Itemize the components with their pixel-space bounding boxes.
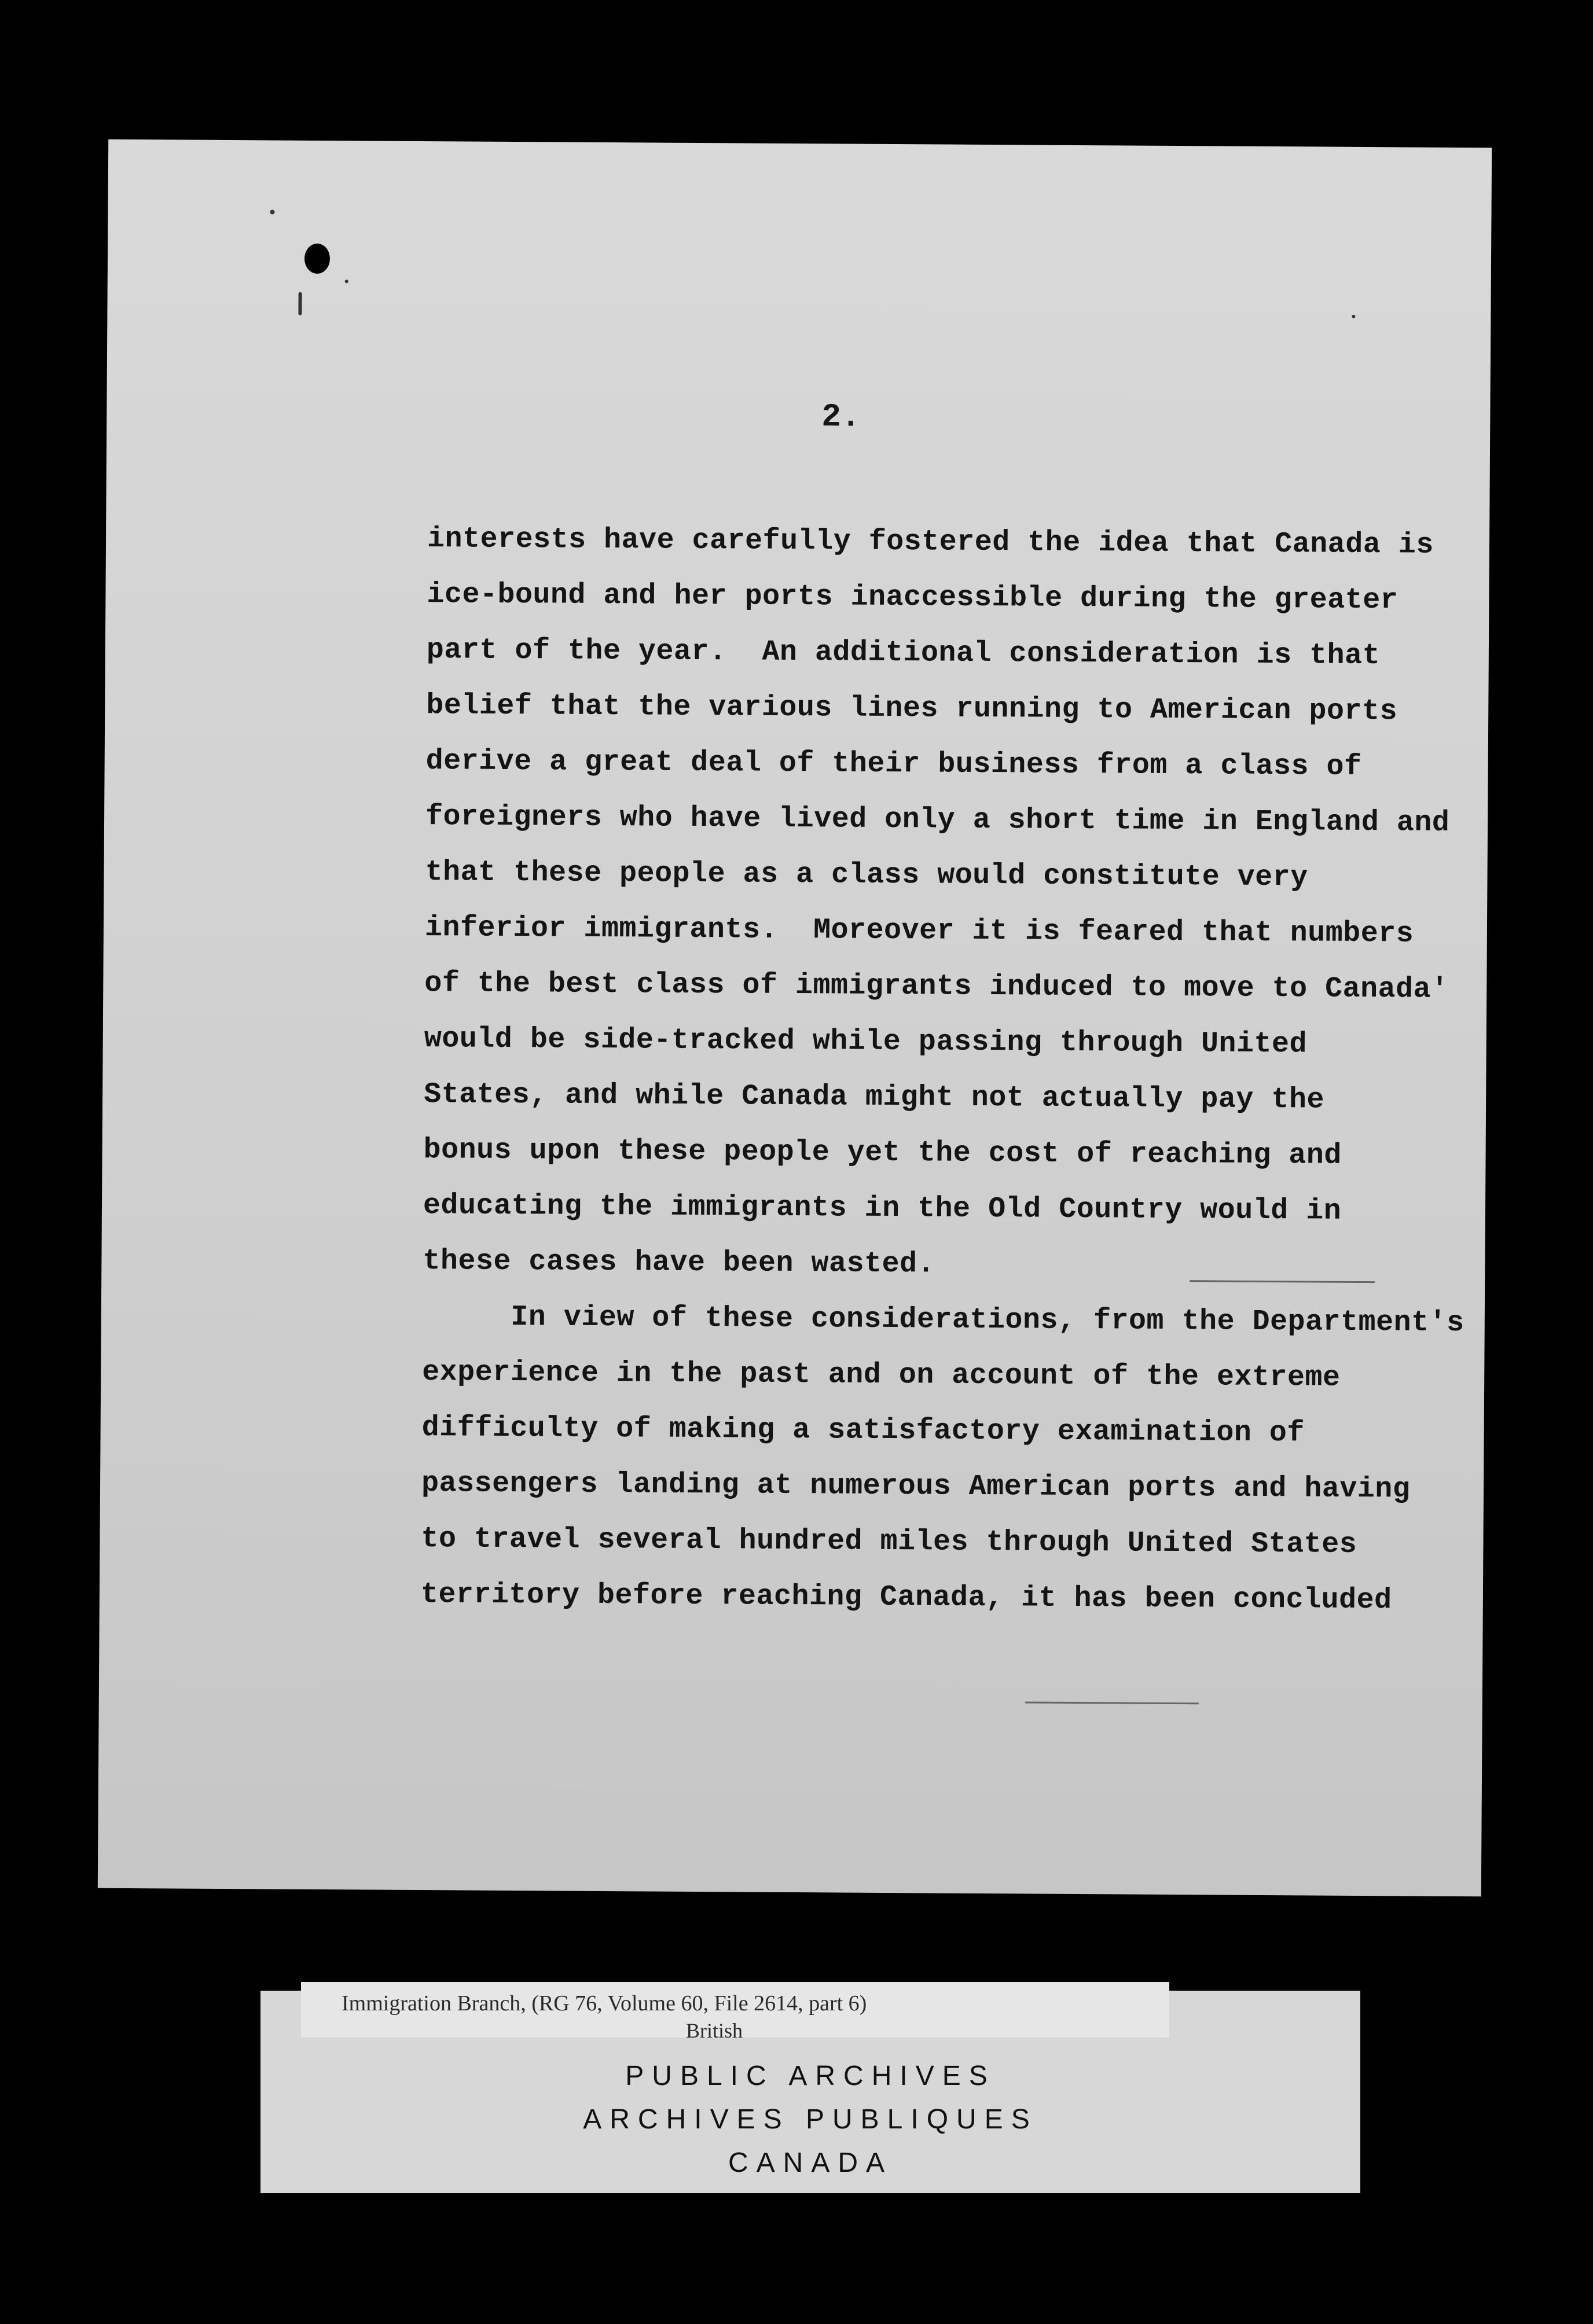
archive-name-en: PUBLIC ARCHIVES [625, 2061, 996, 2091]
archive-reference-sub: British [686, 2019, 743, 2042]
text-line: to travel several hundred miles through United States [421, 1523, 1357, 1561]
text-line: educating the immigrants in the Old Country would in [423, 1189, 1342, 1228]
text-line: would be side-tracked while passing through United [424, 1023, 1308, 1061]
archive-name-fr: ARCHIVES PUBLIQUES [583, 2104, 1038, 2135]
ink-speck [1352, 315, 1355, 318]
ink-speck [345, 280, 348, 283]
ink-speck [298, 292, 302, 315]
text-line: interests have carefully fostered the idea that Canada is [427, 523, 1434, 562]
archive-country: CANADA [728, 2148, 893, 2178]
text-line: belief that the various lines running to American ports [426, 689, 1398, 729]
stray-mark [1025, 1701, 1199, 1704]
text-line: States, and while Canada might not actually pay the [424, 1078, 1325, 1117]
page-number: 2. [821, 398, 861, 436]
text-line: that these people as a class would constitute very [425, 856, 1308, 895]
text-line: part of the year. An additional consideration is that [426, 634, 1381, 673]
punch-hole [304, 244, 330, 274]
text-line: of the best class of immigrants induced to move to Canada' [424, 967, 1449, 1006]
text-line: territory before reaching Canada, it has been concluded [420, 1578, 1392, 1617]
body-text [108, 139, 1492, 1617]
text-line: passengers landing at numerous American ports and having [421, 1467, 1411, 1506]
text-line: bonus upon these people yet the cost of reaching and [423, 1134, 1342, 1172]
ink-speck [270, 209, 274, 214]
document-page [98, 139, 1492, 1897]
archive-reference: Immigration Branch, (RG 76, Volume 60, File 2614, part 6) [342, 1991, 867, 2016]
text-line: derive a great deal of their business from a class of [425, 745, 1362, 784]
text-line: In view of these considerations, from the Department's [422, 1300, 1464, 1340]
text-line: these cases have been wasted. [423, 1245, 935, 1281]
text-line: ice-bound and her ports inaccessible during the greater [427, 578, 1399, 617]
text-line: experience in the past and on account of the extreme [422, 1356, 1341, 1395]
text-line: inferior immigrants. Moreover it is feared that numbers [424, 911, 1414, 951]
text-line: foreigners who have lived only a short time in England and [425, 800, 1450, 840]
text-line: difficulty of making a satisfactory examination of [421, 1411, 1305, 1450]
